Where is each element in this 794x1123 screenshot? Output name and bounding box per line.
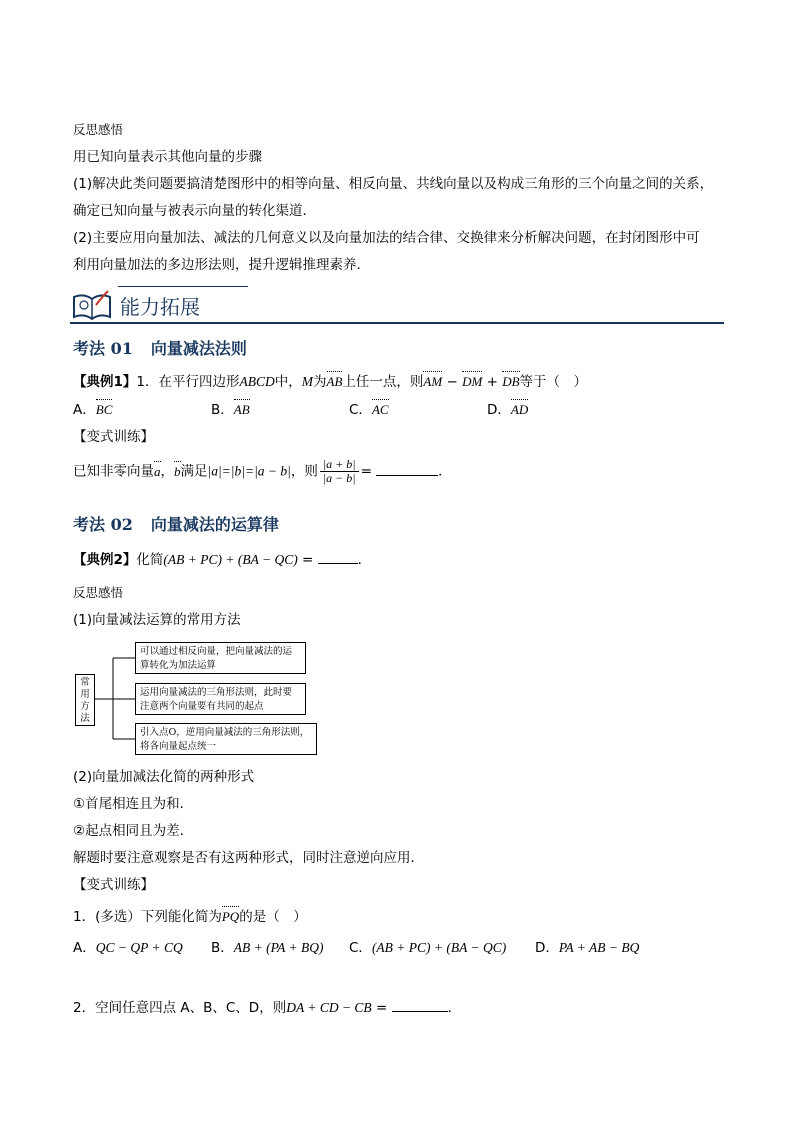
reflection2-title: 反思感悟 [73, 585, 124, 600]
option-c-vector: AC [372, 398, 389, 416]
training1-fraction [320, 458, 359, 485]
q1-option-c-expr: (AB + PC) + (BA − QC) [371, 940, 507, 955]
example1-point-m: M [301, 374, 313, 389]
section2-title: 向量减法的运算律 [150, 515, 279, 534]
reflection2-subtitle: (1)向量减法运算的常用方法 [73, 612, 241, 628]
option-c-label: C． [349, 402, 372, 418]
form-2: ②起点相同且为差． [73, 823, 194, 839]
diagram-box-1: 可以通过相反向量，把向量减法的运算转化为加法运算 [135, 642, 306, 674]
section1-title: 向量减法法则 [150, 339, 247, 358]
forms-title: (2)向量加减法化简的两种形式 [73, 769, 255, 785]
q1-option-a[interactable] [73, 939, 183, 957]
option-c[interactable] [349, 398, 389, 419]
question2-period: ． [447, 1000, 462, 1016]
example2-equals: = [302, 552, 314, 568]
example2-text: 化简 [136, 552, 164, 568]
form-1: ①首尾相连且为和． [73, 796, 194, 812]
forms-note: 解题时要注意观察是否有这两种形式，同时注意逆向应用． [73, 850, 424, 866]
option-a[interactable] [73, 398, 112, 419]
vector-am: AM [423, 370, 442, 388]
training1-condition: |a|=|b|=|a − b| [207, 463, 291, 479]
answer-blank-2[interactable] [318, 553, 358, 564]
option-d-vector: AD [511, 398, 528, 416]
section1-number: 考法 01 [73, 339, 133, 358]
option-d-label: D． [487, 402, 511, 418]
vector-b: b [174, 460, 181, 478]
fraction-numerator: |a + b| [320, 458, 359, 472]
training1-text-d: ，则 [290, 463, 318, 480]
reflection-paragraph-2a: (2)主要应用向量加法、减法的几何意义以及向量加法的结合律、交换律来分析解决问题，在封闭图形中可 [73, 230, 700, 246]
q1-option-c-label: C． [349, 940, 372, 956]
banner-top-line [118, 286, 248, 287]
q1-option-d-expr: PA + AB − BQ [558, 940, 640, 955]
section1-heading [73, 336, 265, 359]
option-a-label: A． [73, 402, 96, 418]
diagram-left-box: 常用方法 [75, 674, 95, 726]
training1-text-a: 已知非零向量 [73, 463, 154, 480]
question2 [73, 999, 461, 1017]
q1-option-b-label: B． [211, 940, 234, 956]
example1-shape: ABCD [239, 374, 275, 389]
option-a-vector: BC [96, 398, 113, 416]
training1-label: 【变式训练】 [73, 429, 154, 445]
question2-equals: = [375, 1000, 388, 1016]
training1-text-c: 满足 [180, 463, 208, 480]
training1-question [73, 458, 452, 485]
example1-text-e: 等于（ ） [519, 374, 588, 390]
section2-number: 考法 02 [73, 515, 133, 534]
example2-period: ． [357, 552, 372, 568]
book-icon [70, 287, 114, 323]
question1-text-a: 1．(多选）下列能化简为 [73, 909, 222, 925]
training1-period: ． [438, 463, 452, 480]
example1-text-d: 上任一点，则 [342, 374, 424, 390]
option-b[interactable] [211, 398, 250, 419]
vector-dm: DM [462, 370, 482, 388]
option-b-label: B． [211, 402, 234, 418]
example1-text-a: 1．在平行四边形 [136, 374, 240, 390]
training2-label: 【变式训练】 [73, 877, 154, 893]
q1-option-d[interactable] [535, 939, 639, 957]
q1-option-b-expr: AB + (PA + BQ) [233, 940, 324, 955]
q1-option-b[interactable] [211, 939, 323, 957]
example1-label: 【典例1】 [73, 374, 137, 390]
reflection-subtitle: 用已知向量表示其他向量的步骤 [73, 149, 262, 165]
q1-option-a-label: A． [73, 940, 96, 956]
diagram-box-2: 运用向量减法的三角形法则，此时要注意两个向量要有共同的起点 [135, 683, 306, 715]
question1 [73, 905, 307, 926]
question2-expression: DA + CD − CB [286, 1000, 372, 1015]
answer-blank-3[interactable] [392, 1001, 448, 1012]
option-b-vector: AB [234, 398, 250, 416]
example2-expression: (AB + PC) + (BA − QC) [163, 552, 298, 567]
banner-title: 能力拓展 [120, 295, 200, 319]
q1-option-d-label: D． [535, 940, 559, 956]
answer-blank-1[interactable] [376, 465, 438, 476]
reflection-title: 反思感悟 [73, 122, 124, 137]
q1-option-c[interactable] [349, 939, 506, 957]
example1-text-c: 为 [313, 374, 327, 390]
example2-label: 【典例2】 [73, 552, 137, 568]
section2-heading [73, 512, 297, 535]
q1-option-a-expr: QC − QP + CQ [95, 940, 183, 955]
reflection-paragraph-1b: 确定已知向量与被表示向量的转化渠道． [73, 203, 316, 219]
option-d[interactable] [487, 398, 528, 419]
question1-text-b: 的是（ ） [239, 909, 307, 925]
question2-text-a: 2．空间任意四点 A、B、C、D，则 [73, 1000, 287, 1016]
vector-pq: PQ [222, 905, 239, 923]
method-diagram [73, 642, 323, 757]
reflection-paragraph-2b: 利用向量加法的多边形法则，提升逻辑推理素养． [73, 257, 370, 273]
example2-question [73, 551, 371, 569]
section-banner [70, 284, 724, 326]
banner-underline [70, 322, 724, 324]
example1-question: 【典例1】1．在平行四边形ABCD中，M为AB上任一点，则AM − DM + DB等于（ ） [73, 370, 587, 391]
fraction-denominator: |a − b| [322, 471, 356, 485]
vector-a: a [154, 460, 161, 478]
reflection-paragraph-1a: (1)解决此类问题要搞清楚图形中的相等向量、相反向量、共线向量以及构成三角形的三个向量之间的关系， [73, 176, 714, 192]
vector-ab: AB [327, 370, 343, 388]
training1-equals: = [360, 463, 372, 480]
example1-text-b: 中， [274, 374, 302, 390]
training1-text-b: ， [160, 463, 174, 480]
vector-db: DB [502, 370, 519, 388]
diagram-box-3: 引入点O，逆用向量减法的三角形法则，将各向量起点统一 [135, 723, 317, 755]
